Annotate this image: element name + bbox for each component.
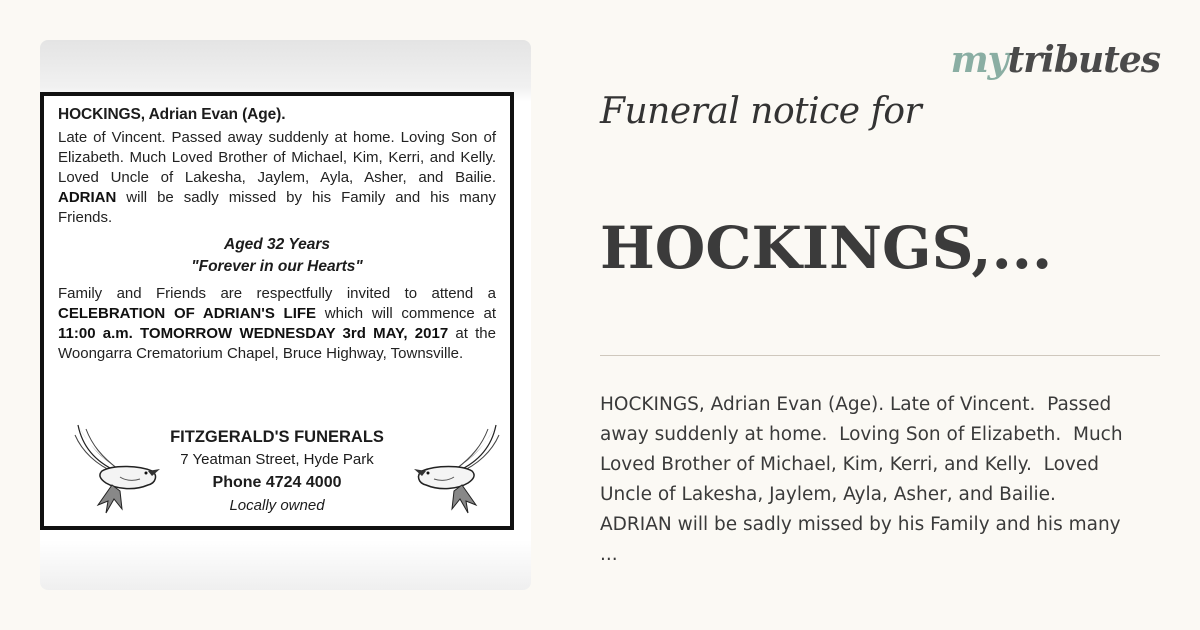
funeral-home-phone: Phone 4724 4000 [212, 474, 342, 491]
notice-bold: CELEBRATION OF ADRIAN'S LIFE [58, 305, 317, 322]
notice-paragraph-1 [58, 128, 496, 228]
notice-heading: HOCKINGS, Adrian Evan (Age). [58, 106, 286, 123]
notice-excerpt: HOCKINGS, Adrian Evan (Age). Late of Vincent. Passed away suddenly at home. Loving Son of Elizabeth. Much Loved Brother of Michael, Kim, Kerri, and Kelly. Loved Uncle of Lakesha, Jaylem, Ayla, Asher, and Bailie. ADRIAN will be sadly missed by his Family and his many ... [600, 394, 1123, 565]
notice-aged: Aged 32 Years [224, 236, 330, 253]
funeral-notice [40, 92, 514, 530]
notice-text: which will commence at [316, 305, 496, 322]
brand-logo[interactable] [951, 38, 1160, 82]
notice-text: Late of Vincent. Passed away suddenly at home. Loving Son of Elizabeth. Much Loved Brother of Michael, Kim, Kerri, and Kelly. Loved Uncle of Lakesha, Jaylem, Ayla, Asher, and Bailie. [58, 129, 496, 186]
funeral-home-name: FITZGERALD'S FUNERALS [170, 428, 384, 446]
funeral-home-tagline: Locally owned [229, 497, 325, 514]
divider [600, 355, 1160, 356]
notice-paragraph-2 [58, 284, 496, 364]
notice-footer [44, 421, 510, 521]
brand-tributes: tributes [1007, 39, 1160, 81]
notice-text: will be sadly missed by his Family and his many Friends. [58, 189, 496, 226]
notice-bold: 11:00 a.m. TOMORROW WEDNESDAY 3rd MAY, 2017 [58, 325, 449, 342]
funeral-home-address: 7 Yeatman Street, Hyde Park [180, 451, 374, 468]
page-subtitle: Funeral notice for [600, 91, 922, 132]
funeral-home-block [144, 425, 410, 517]
notice-image [40, 40, 531, 590]
notice-text: Family and Friends are respectfully invited to attend a [58, 285, 496, 302]
dove-icon [410, 421, 502, 516]
brand-my: my [950, 39, 1008, 81]
notice-bold: ADRIAN [58, 189, 117, 206]
notice-text: at the Woongarra Crematorium Chapel, Bruce Highway, Townsville. [58, 325, 496, 362]
deceased-name: HOCKINGS,... [600, 214, 1053, 282]
notice-forever: "Forever in our Hearts" [191, 258, 363, 275]
